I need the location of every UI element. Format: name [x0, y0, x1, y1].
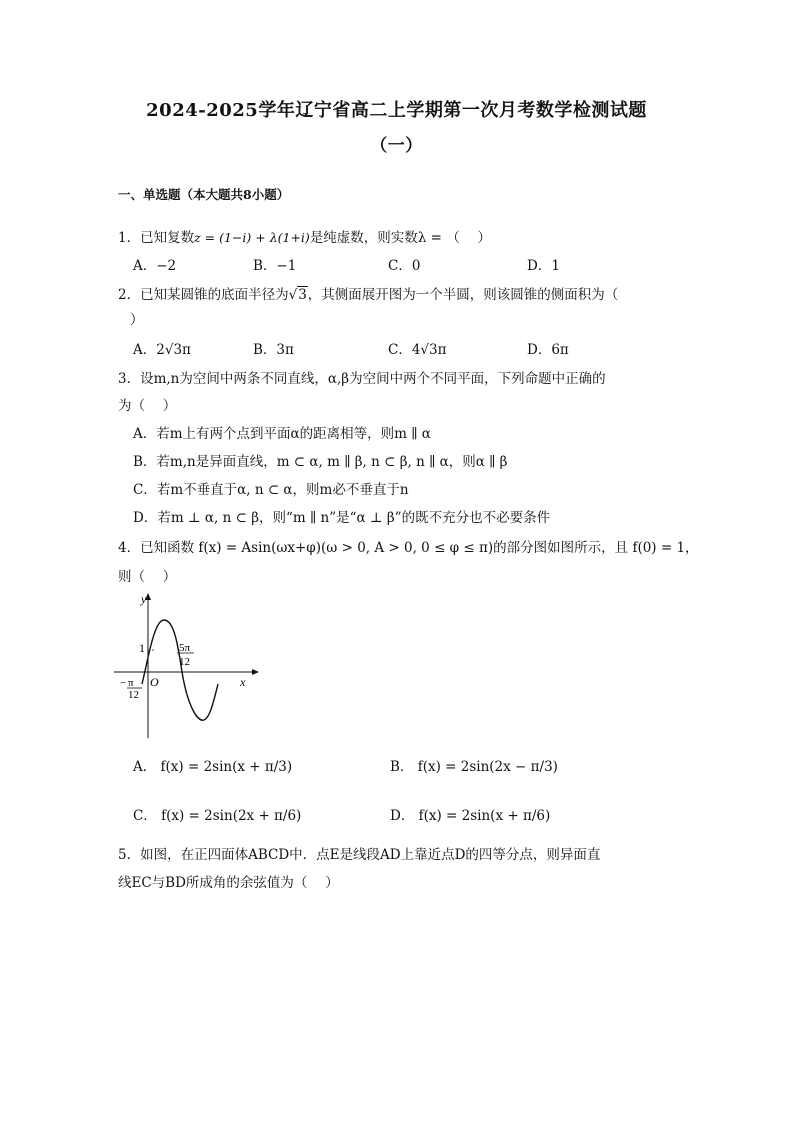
question-3-stem-b: 为（ ）: [118, 398, 177, 414]
y-tick-1: 1: [139, 641, 145, 655]
x-axis-arrow: [252, 669, 259, 675]
question-1-stem: [118, 228, 491, 248]
q2-option-c: C．4√3π: [388, 342, 447, 358]
question-4-stem: 4．已知函数 f(x) = Asin(ωx+φ)(ω > 0, A > 0, 0 ≤ φ ≤ π)的部分图如图所示，且 f(0) = 1，: [118, 540, 699, 556]
q4-option-b: B． f(x) = 2sin(2x − π/3): [390, 759, 558, 775]
q4-option-d: D． f(x) = 2sin(x + π/6): [390, 808, 551, 824]
question-5-stem: 5．如图，在正四面体ABCD中．点E是线段AD上靠近点D的四等分点，则异面直: [118, 847, 601, 863]
section-heading: 一、单选题（本大题共8小题）: [118, 187, 290, 202]
question-5-stem-b: 线EC与BD所成角的余弦值为（ ）: [118, 875, 339, 891]
q1-text-c: λ = （ ）: [417, 230, 492, 246]
q4-option-c: C． f(x) = 2sin(2x + π/6): [133, 808, 302, 824]
q3-option-a: A．若m上有两个点到平面α的距离相等，则m ∥ α: [133, 426, 431, 442]
neg-pi-num: π: [128, 677, 134, 689]
exam-title: 2024-2025学年辽宁省高二上学期第一次月考数学检测试题: [146, 100, 647, 121]
neg-sign: −: [120, 677, 127, 689]
q1-option-c: C．0: [388, 258, 421, 274]
question-3-stem: 3．设m,n为空间中两条不同直线，α,β为空间中两个不同平面，下列命题中正确的: [118, 371, 606, 387]
y-axis-label: y: [141, 592, 147, 606]
q1-option-d: D．1: [527, 258, 560, 274]
q1-option-a: A．−2: [133, 258, 177, 274]
q2-sqrt: 3: [298, 287, 307, 303]
q1-option-b: B．−1: [253, 258, 297, 274]
q4-option-a: A． f(x) = 2sin(x + π/3): [133, 759, 293, 775]
five-pi-num: 5π: [179, 642, 191, 654]
q1-text-b: 是纯虚数，则实数: [309, 230, 418, 246]
q3-option-c: C．若m不垂直于α, n ⊂ α，则m必不垂直于n: [133, 482, 409, 498]
neg-pi-den: 12: [128, 689, 139, 701]
origin-label: O: [150, 675, 159, 689]
five-pi-den: 12: [179, 656, 190, 668]
q2-option-d: D．6π: [527, 342, 569, 358]
q2-text-a: 2．已知某圆锥的底面半径为: [118, 287, 289, 303]
q3-option-d: D．若m ⊥ α, n ⊂ β，则“m ∥ n”是“α ⊥ β”的既不充分也不必要条件: [133, 510, 551, 526]
q3-option-b: B．若m,n是异面直线，m ⊂ α, m ∥ β, n ⊂ β, n ∥ α，则α ∥ β: [133, 454, 508, 470]
question-4-stem-b: 则（ ）: [118, 569, 177, 585]
exam-subtitle: （一）: [370, 136, 423, 156]
question-2-stem: 2．已知某圆锥的底面半径为√3，其侧面展开图为一个半圆，则该圆锥的侧面积为（: [118, 287, 619, 303]
q2-option-b: B．3π: [253, 342, 294, 358]
q2-option-a: A．2√3π: [133, 342, 191, 358]
q2-text-b: ，其侧面展开图为一个半圆，则该圆锥的侧面积为（: [307, 287, 619, 303]
q1-formula: z = (1−i) + λ(1+i): [194, 230, 310, 245]
x-axis-label: x: [240, 675, 246, 689]
q1-text-a: 1．已知复数: [118, 230, 195, 246]
q2-stem-end: ）: [130, 312, 144, 328]
sine-curve: [142, 620, 218, 720]
sine-graph-figure: [112, 590, 262, 740]
